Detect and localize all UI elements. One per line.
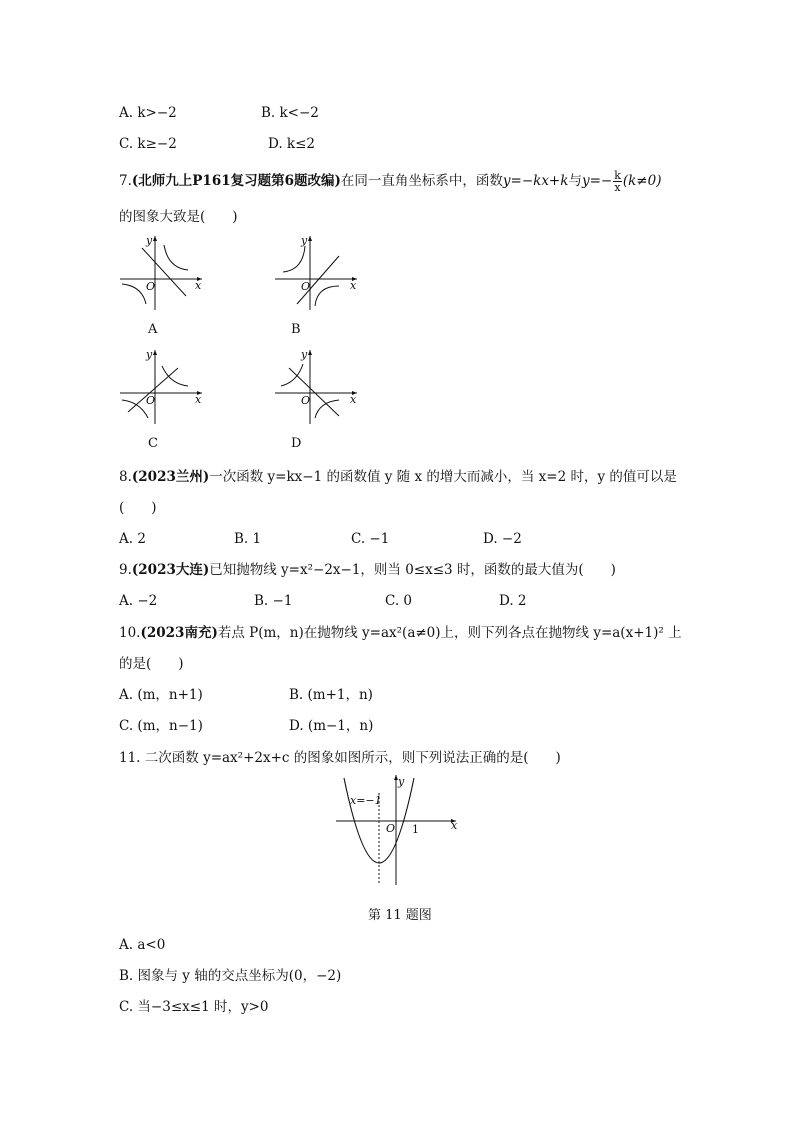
q8-option-a: A. 2 <box>119 531 146 547</box>
hyperbola-branch-2 <box>122 400 148 418</box>
q7-stem-b: 与 <box>568 173 582 189</box>
q7-func2-pre: y=− <box>581 173 613 189</box>
y-label: y <box>146 348 153 361</box>
q9-option-c: C. 0 <box>385 593 413 609</box>
q7-stem-a: 在同一直角坐标系中，函数 <box>340 173 503 189</box>
q10-option-a: A. (m，n+1) <box>119 687 203 703</box>
q6-option-b: B. k<−2 <box>261 105 319 121</box>
hyperbola-branch-1 <box>162 366 188 386</box>
q7-frac-den: x <box>614 181 621 194</box>
origin-label: O <box>301 394 311 407</box>
origin-label: O <box>301 280 311 293</box>
q7-graph-b-label: B <box>291 322 301 337</box>
x-label: x <box>195 279 202 292</box>
q7-fraction <box>613 170 622 193</box>
y-arrow-icon <box>308 236 312 241</box>
q10-option-d: D. (m−1，n) <box>289 718 374 734</box>
q6-option-d: D. k≤2 <box>268 136 316 152</box>
q9-stem <box>119 561 616 579</box>
q7-graph-c-label: C <box>148 436 158 451</box>
q7-graph-a <box>118 232 208 312</box>
q11-option-b: B. 图象与 y 轴的交点坐标为(0，−2) <box>119 968 342 984</box>
q7-graph-b <box>273 232 363 312</box>
q6-option-c: C. k≥−2 <box>119 136 177 152</box>
q6-option-a: A. k>−2 <box>119 105 177 121</box>
q7-source: (北师九上P161复习题第6题改编) <box>131 173 341 189</box>
origin-label: O <box>386 822 396 835</box>
hyperbola-branch-2 <box>315 400 339 418</box>
y-label: y <box>398 775 405 788</box>
q10-stem <box>119 624 682 642</box>
q10-stem-2: 的是( ) <box>119 656 184 672</box>
line-graph <box>289 368 339 416</box>
x-label: x <box>350 393 357 406</box>
q11-stem <box>119 749 561 767</box>
x-label: x <box>350 279 357 292</box>
q7-func2-post: (k≠0) <box>622 173 662 189</box>
origin-label: O <box>146 280 156 293</box>
q11-figure-caption: 第 11 题图 <box>368 908 432 923</box>
y-label: y <box>301 348 308 361</box>
q10-option-b: B. (m+1，n) <box>289 687 373 703</box>
q9-option-a: A. −2 <box>119 593 158 609</box>
q7-frac-num: k <box>614 169 621 182</box>
q11-figure <box>334 773 464 893</box>
q7-stem <box>119 170 661 193</box>
q8-source: (2023兰州) <box>131 469 210 485</box>
q9-option-b: B. −1 <box>254 593 293 609</box>
q11-option-a: A. a<0 <box>119 937 166 953</box>
hyperbola-branch-1 <box>164 245 188 270</box>
q7-graph-d <box>273 346 363 426</box>
q7-graph-a-label: A <box>148 322 158 337</box>
q8-option-b: B. 1 <box>234 531 262 547</box>
origin-label: O <box>146 394 156 407</box>
q10-number: 10. <box>119 625 141 641</box>
hyperbola-branch-1 <box>283 246 305 272</box>
q8-stem-2: ( ) <box>119 500 157 516</box>
q7-graph-d-label: D <box>291 436 302 451</box>
q8-option-c: C. −1 <box>351 531 390 547</box>
y-label: y <box>146 234 153 247</box>
q8-stem <box>119 468 677 486</box>
one-label: 1 <box>412 823 419 836</box>
q7-stem-c: 的图象大致是( ) <box>119 209 238 225</box>
q9-stem-text: 已知抛物线 y=x²−2x−1，则当 0≤x≤3 时，函数的最大值为( ) <box>209 562 616 578</box>
q10-option-c: C. (m，n−1) <box>119 718 203 734</box>
y-arrow-icon <box>153 350 157 355</box>
q8-stem-text: 一次函数 y=kx−1 的函数值 y 随 x 的增大而减小，当 x=2 时，y 的值可以是 <box>209 469 677 485</box>
q8-number: 8. <box>119 469 132 485</box>
y-arrow-icon <box>308 350 312 355</box>
x-label: x <box>451 819 458 832</box>
hyperbola-branch-2 <box>315 286 339 306</box>
q9-number: 9. <box>119 562 132 578</box>
q8-option-d: D. −2 <box>483 531 522 547</box>
q9-option-d: D. 2 <box>499 593 527 609</box>
y-label: y <box>301 234 308 247</box>
q7-number: 7. <box>119 173 132 189</box>
q7-graph-c <box>118 346 208 426</box>
q11-number: 11. <box>119 750 141 766</box>
hyperbola-branch-1 <box>281 364 303 386</box>
x-label: x <box>195 393 202 406</box>
y-arrow-icon <box>153 236 157 241</box>
q10-source: (2023南充) <box>140 625 218 641</box>
q10-stem-text: 若点 P(m，n)在抛物线 y=ax²(a≠0)上，则下列各点在抛物线 y=a(x+1)² 上 <box>217 625 682 641</box>
q7-func1: y=−kx+k <box>502 173 569 189</box>
q11-stem-text: 二次函数 y=ax²+2x+c 的图象如图所示，则下列说法正确的是( ) <box>144 750 561 766</box>
q11-option-c: C. 当−3≤x≤1 时，y>0 <box>119 999 269 1015</box>
q9-source: (2023大连) <box>131 562 210 578</box>
hyperbola-branch-2 <box>122 284 146 304</box>
symmetry-axis-label: x=−1 <box>350 794 382 807</box>
